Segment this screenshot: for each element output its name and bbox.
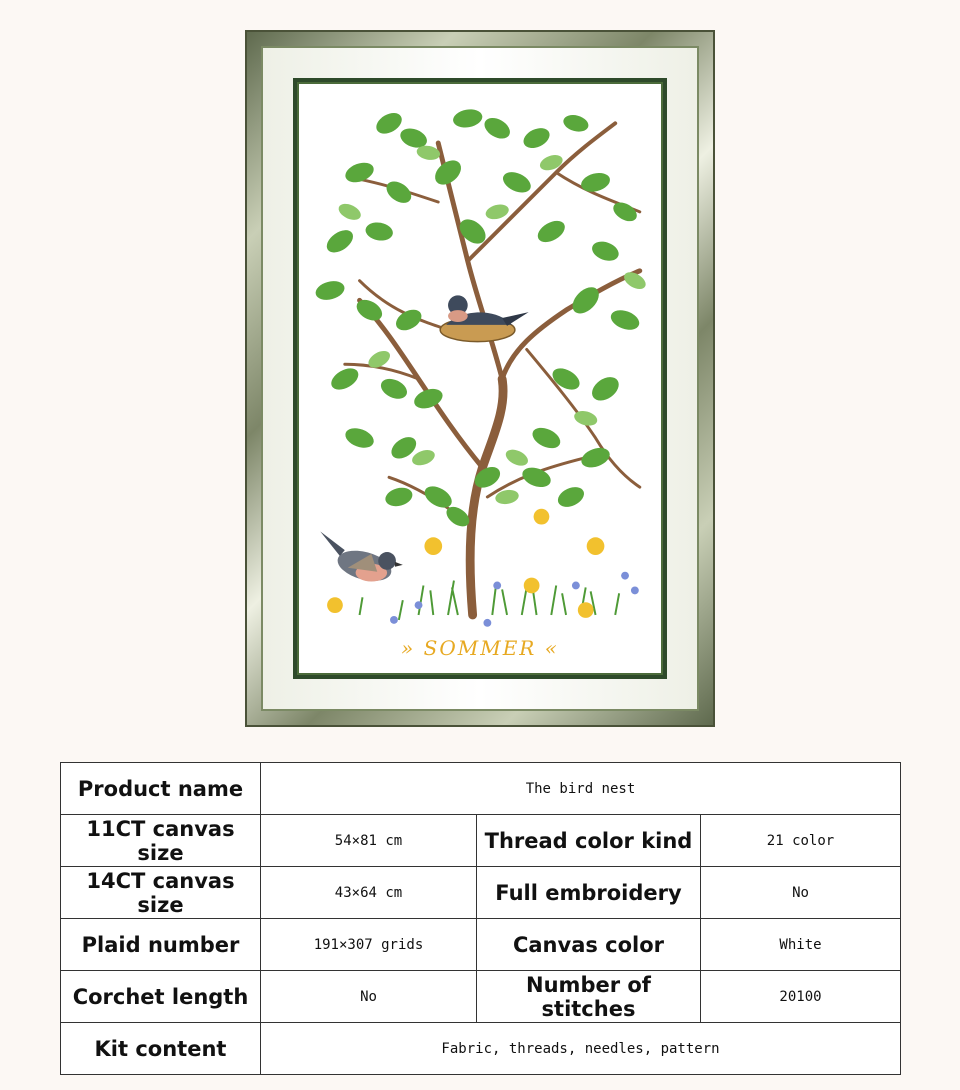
canvas-size-14ct-value: 43×64 cm <box>261 867 477 919</box>
embroidery-canvas <box>299 84 661 673</box>
nest-with-bird <box>440 295 528 341</box>
picture-frame <box>245 30 715 727</box>
plaid-number-label: Plaid number <box>61 919 261 971</box>
number-of-stitches-label: Number of stitches <box>477 971 701 1023</box>
number-of-stitches-value: 20100 <box>701 971 901 1023</box>
table-row <box>61 1023 901 1075</box>
product-spec-table <box>60 762 901 1075</box>
thread-color-kind-value: 21 color <box>701 815 901 867</box>
table-row <box>61 763 901 815</box>
canvas-size-11ct-label: 11CT canvas size <box>61 815 261 867</box>
table-row <box>61 971 901 1023</box>
corchet-length-value: No <box>261 971 477 1023</box>
table-row <box>61 815 901 867</box>
mat-border <box>293 78 667 679</box>
sommer-caption: » SOMMER « <box>401 636 559 660</box>
canvas-size-11ct-value: 54×81 cm <box>261 815 477 867</box>
kit-content-value: Fabric, threads, needles, pattern <box>261 1023 901 1075</box>
corchet-length-label: Corchet length <box>61 971 261 1023</box>
canvas-color-value: White <box>701 919 901 971</box>
product-name-value: The bird nest <box>261 763 901 815</box>
canvas-size-14ct-label: 14CT canvas size <box>61 867 261 919</box>
table-row <box>61 919 901 971</box>
thread-color-kind-label: Thread color kind <box>477 815 701 867</box>
ground-bird <box>320 531 403 586</box>
full-embroidery-value: No <box>701 867 901 919</box>
kit-content-label: Kit content <box>61 1023 261 1075</box>
product-name-label: Product name <box>61 763 261 815</box>
table-row <box>61 867 901 919</box>
canvas-color-label: Canvas color <box>477 919 701 971</box>
tree-artwork <box>299 84 661 673</box>
frame-inner <box>261 46 699 711</box>
full-embroidery-label: Full embroidery <box>477 867 701 919</box>
plaid-number-value: 191×307 grids <box>261 919 477 971</box>
